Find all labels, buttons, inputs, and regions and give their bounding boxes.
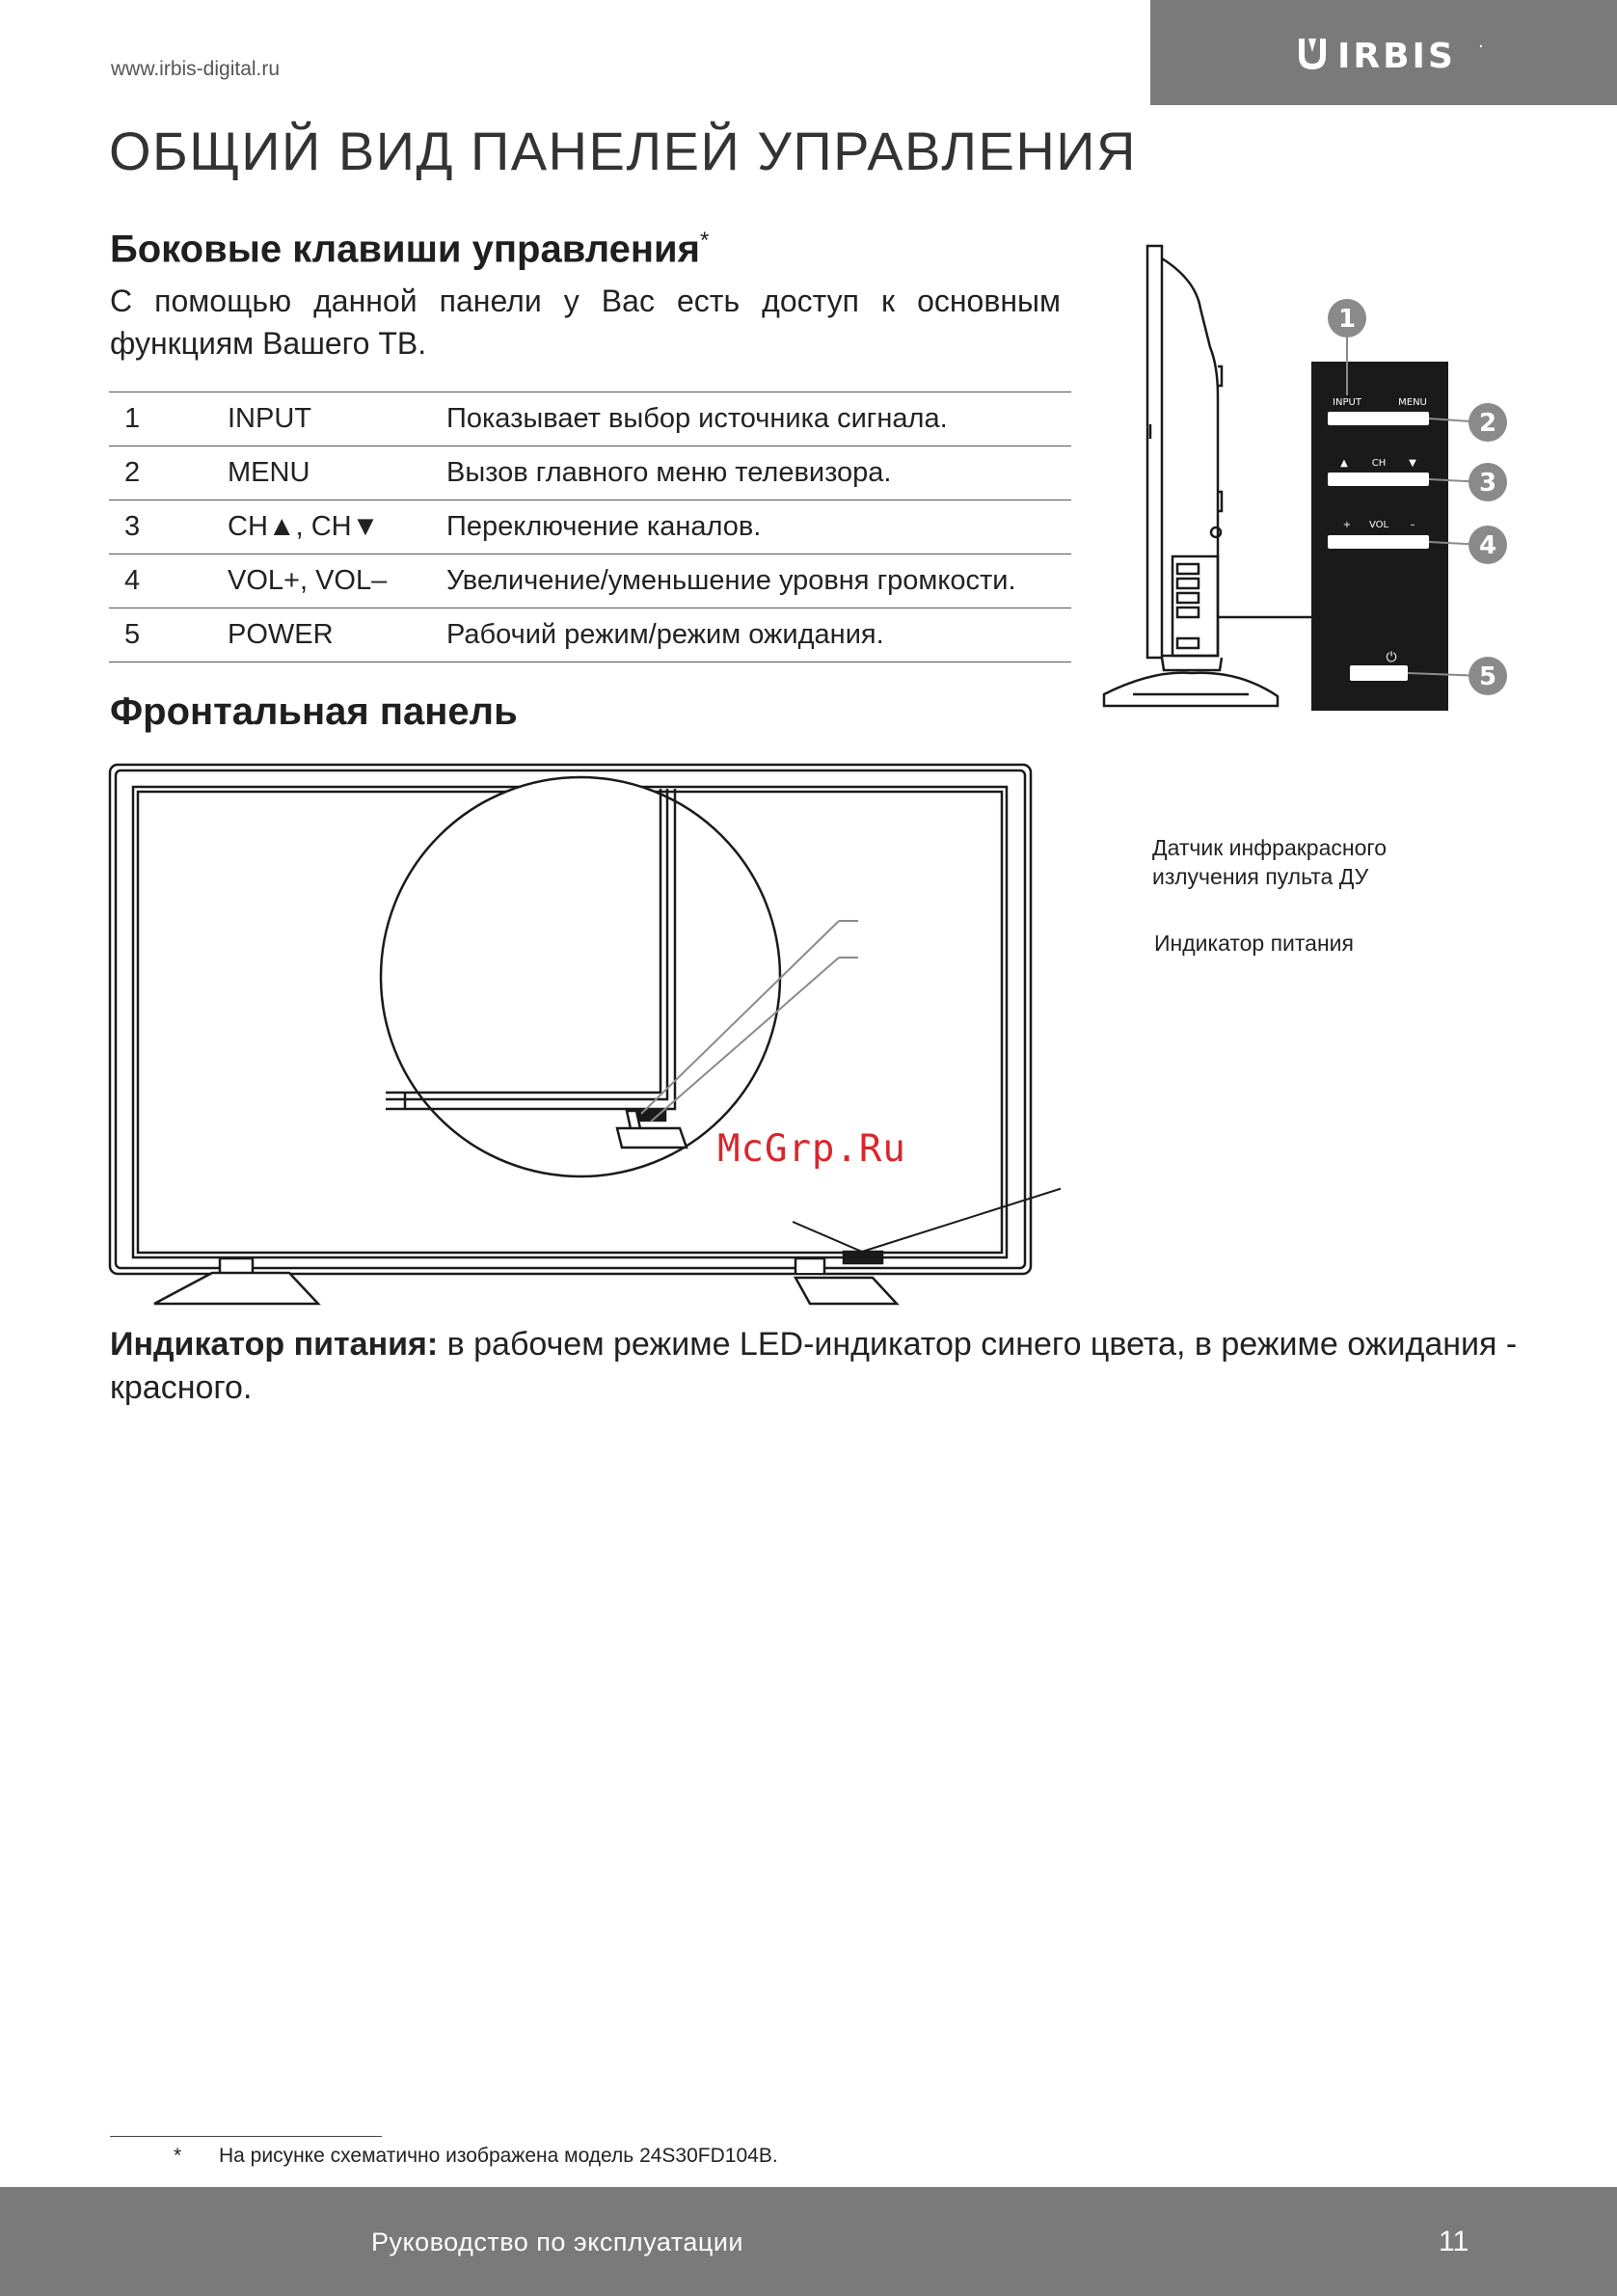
row-key: MENU (228, 457, 310, 488)
svg-text:IRBIS: IRBIS (1337, 37, 1456, 75)
svg-text:⏻: ⏻ (1386, 650, 1397, 665)
row-key: POWER (228, 619, 334, 650)
tv-side-profile (1104, 246, 1278, 706)
svg-text:VOL: VOL (1368, 520, 1389, 530)
row-number: 2 (124, 457, 141, 488)
brand-logo (1295, 33, 1488, 75)
svg-text:▲: ▲ (1340, 458, 1348, 469)
svg-text:INPUT: INPUT (1333, 397, 1361, 408)
magnifier-circle (381, 777, 780, 1176)
row-description: Рабочий режим/режим ожидания. (446, 619, 884, 650)
svg-text:1: 1 (1337, 305, 1357, 334)
svg-text:+: + (1342, 520, 1352, 530)
table-row (109, 500, 1071, 554)
ir-sensor-callout: Датчик инфракрасного излучения пульта ДУ (1152, 835, 1388, 889)
brand-logo-box (1150, 0, 1617, 105)
table-row (109, 392, 1071, 446)
row-number: 5 (124, 619, 141, 650)
row-key: CH▲, CH▼ (228, 511, 380, 542)
input-menu-key (1328, 412, 1429, 425)
row-description: Вызов главного меню телевизора. (446, 457, 892, 488)
svg-text:4: 4 (1478, 531, 1497, 560)
tv-front-stands (154, 1252, 897, 1304)
svg-text:·: · (1478, 37, 1484, 57)
row-key: VOL+, VOL– (228, 565, 388, 596)
svg-text:▼: ▼ (1409, 458, 1416, 469)
front-panel-heading: Фронтальная панель (110, 690, 518, 733)
table-row (109, 446, 1071, 500)
page-title: ОБЩИЙ ВИД ПАНЕЛЕЙ УПРАВЛЕНИЯ (109, 121, 1137, 181)
svg-text:CH: CH (1371, 458, 1387, 469)
svg-text:2: 2 (1478, 409, 1497, 438)
magnifier-connectors (793, 1176, 1061, 1252)
side-keys-heading: Боковые клавиши управления* (110, 228, 710, 271)
tv-front-view-diagram (96, 752, 1061, 1321)
svg-text:MENU: MENU (1398, 397, 1427, 408)
row-number: 1 (124, 403, 141, 434)
site-url[interactable]: www.irbis-digital.ru (111, 58, 281, 80)
page-number: 11 (1439, 2226, 1469, 2257)
power-indicator-callout: Индикатор питания (1154, 931, 1354, 956)
power-key (1350, 665, 1408, 681)
table-row (109, 608, 1071, 662)
footnote: * На рисунке схематично изображена модель 24S30FD104B. (174, 2145, 778, 2167)
svg-text:3: 3 (1478, 469, 1497, 498)
watermark: McGrp.Ru (717, 1127, 906, 1171)
side-keys-intro: С помощью данной панели у Вас есть доступ к основным функциям Вашего ТВ. (110, 284, 1061, 361)
footer-title: Руководство по эксплуатации (371, 2228, 744, 2256)
row-description: Показывает выбор источника сигнала. (446, 403, 948, 434)
side-keys-table (109, 392, 1071, 662)
row-number: 3 (124, 511, 141, 542)
volume-key (1328, 535, 1429, 549)
footnote-divider (110, 2136, 382, 2137)
svg-text:–: – (1410, 520, 1415, 530)
row-description: Переключение каналов. (446, 511, 762, 542)
table-row (109, 554, 1071, 608)
svg-text:5: 5 (1478, 662, 1497, 691)
power-indicator-note: Индикатор питания: в рабочем режиме LED-индикатор синего цвета, в режиме ожидания - красного. (110, 1326, 1518, 1406)
row-key: INPUT (228, 403, 311, 434)
row-description: Увеличение/уменьшение уровня громкости. (446, 565, 1016, 596)
row-number: 4 (124, 565, 141, 596)
tv-side-view-diagram (1075, 231, 1538, 723)
page-footer (0, 2187, 1617, 2296)
channel-key (1328, 473, 1429, 486)
